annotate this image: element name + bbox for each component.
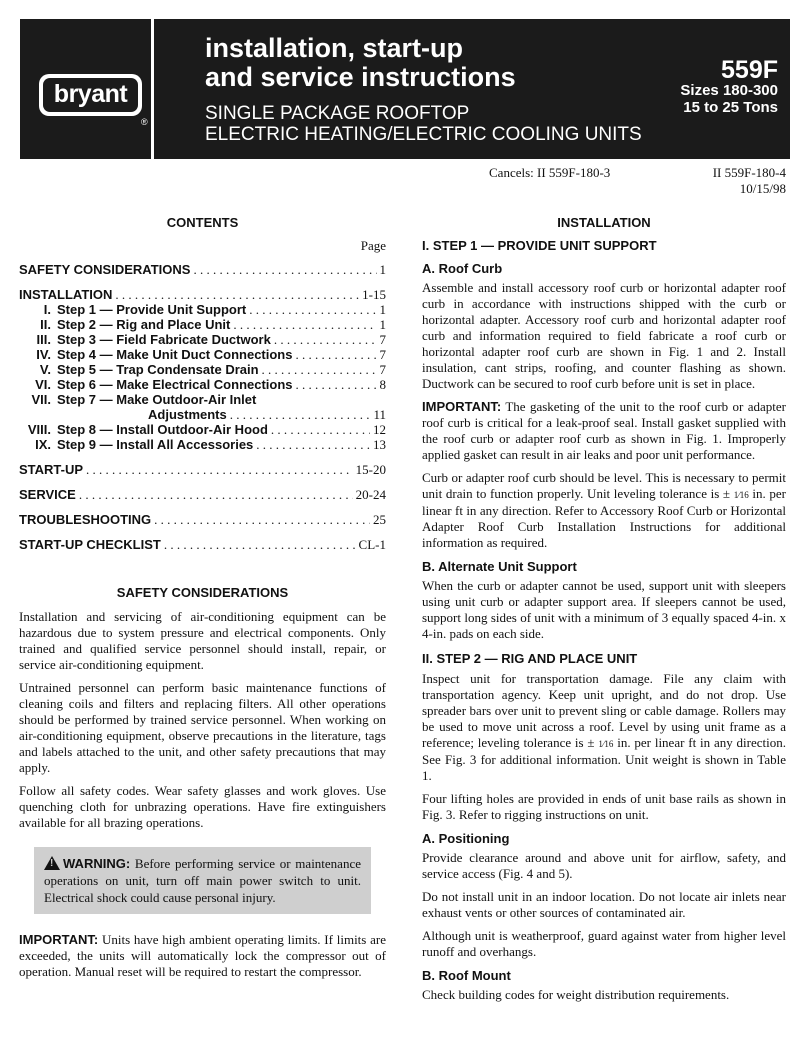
- bryant-logo: [39, 74, 142, 116]
- toc-item-installation[interactable]: INSTALLATION . . . 1-15: [19, 287, 386, 302]
- toc-subitem-step5[interactable]: V. Step 5 — Trap Condensate Drain . . . 7: [19, 362, 386, 377]
- positioning-paragraph-1: Provide clearance around and above unit for airflow, safety, and service access (Fig. 4 and 5).: [422, 850, 786, 881]
- contents-heading: CONTENTS: [166, 215, 239, 230]
- roof-curb-paragraph: Assemble and install accessory roof curb or horizontal adapter roof curb in accordance with instructions shipped with the curb or horizontal adapter. Accessory roof curb and horizontal adapter roof curb and information required to field fabricate a roof curb or horizontal adapter roof curb are shown in Fig. 1 and 2. Install insulation, cant strips, roofing, and counter flashing as shown. Ductwork can be secured to roof curb before unit is set in place.: [422, 280, 786, 391]
- warning-triangle-icon: [44, 856, 60, 870]
- registered-mark: ®: [141, 117, 148, 127]
- toc-item-startup[interactable]: START-UP . . . 15-20: [19, 462, 386, 477]
- toc-subitem-step6[interactable]: VI. Step 6 — Make Electrical Connections . . . 8: [19, 377, 386, 392]
- toc-item-troubleshooting[interactable]: TROUBLESHOOTING . . . 25: [19, 512, 386, 527]
- page-column-label: Page: [360, 238, 386, 253]
- right-column: [422, 215, 786, 1010]
- gasket-important-note: IMPORTANT: The gasketing of the unit to the roof curb or adapter roof curb is critical for a leak-proof seal. Install gasket supplied with the roof curb or adapter roof curb as shown in Fig. 1. Improperly applied gasket can result in air leaks and poor unit performance.: [422, 399, 786, 462]
- roof-mount-paragraph: Check building codes for weight distribution requirements.: [422, 987, 730, 1002]
- alternate-support-paragraph: When the curb or adapter cannot be used, support unit with sleepers using unit curb or adapter support area. If sleepers cannot be used, support long sides of unit with a minimum of 3 equally spaced 4-in. x 4-in. pads on each side.: [422, 578, 786, 641]
- safety-paragraph-2: Untrained personnel can perform basic maintenance functions of cleaning coils and filters and replacing filters. All other operations should be performed by trained service personnel. When working on air-conditioning equipment, observe precautions in the literature, tags and labels attached to the unit, and other safety precautions that may apply.: [19, 680, 386, 775]
- step1-heading: I. STEP 1 — PROVIDE UNIT SUPPORT: [422, 238, 657, 253]
- installation-heading: INSTALLATION: [557, 215, 651, 230]
- safety-paragraph-3: Follow all safety codes. Wear safety glasses and work gloves. Use quenching cloth for unbrazing operations. Have fire extinguishers available for all brazing operations.: [19, 783, 386, 830]
- roof-curb-heading: A. Roof Curb: [422, 261, 503, 276]
- positioning-paragraph-3: Although unit is weatherproof, guard against water from higher level runoff and overhangs.: [422, 928, 786, 959]
- cancels-note: Cancels: II 559F-180-3: [489, 165, 611, 180]
- step2-paragraph-1: Inspect unit for transportation damage. File any claim with transportation agency. Keep unit upright, and do not drop. Use spreader bars over unit to prevent sling or cable damage. Rollers may be used to move unit across a roof. Level by using unit frame as a reference; leveling tolerance is ± 1⁄16 in. per linear ft in any direction. See Fig. 3 for additional information. Unit weight is shown in Table 1.: [422, 671, 786, 783]
- toc-subitem-step9[interactable]: IX. Step 9 — Install All Accessories . . . 13: [19, 437, 386, 452]
- document-title: installation, start-up and service instructions: [205, 33, 516, 92]
- toc-subitem-step1[interactable]: I. Step 1 — Provide Unit Support . . . 1: [19, 302, 386, 317]
- toc-item-service[interactable]: SERVICE . . . 20-24: [19, 487, 386, 502]
- size-range: Sizes 180-300 15 to 25 Tons: [680, 82, 778, 116]
- important-note: IMPORTANT: Units have high ambient operating limits. If limits are exceeded, the units will automatically lock the compressor out of operation. Manual reset will be required to restart the compressor.: [19, 932, 386, 979]
- roof-mount-heading: B. Roof Mount: [422, 968, 511, 983]
- level-paragraph: Curb or adapter roof curb should be level. This is necessary to permit unit drain to function properly. Unit leveling tolerance is ± 1⁄16 in. per linear ft in any direction. Refer to Accessory Roof Curb or Horizontal Adapter Roof Curb Installation Instructions for additional information as required.: [422, 470, 786, 550]
- positioning-heading: A. Positioning: [422, 831, 510, 846]
- toc-subitem-step8[interactable]: VIII. Step 8 — Install Outdoor-Air Hood . . . 12: [19, 422, 386, 437]
- document-subtitle: SINGLE PACKAGE ROOFTOP ELECTRIC HEATING/ELECTRIC COOLING UNITS: [205, 103, 642, 145]
- warning-text: Before performing service or maintenance operations on unit, turn off main power switch to unit. Electrical shock could cause personal injury.: [44, 856, 361, 905]
- toc-item-safety[interactable]: SAFETY CONSIDERATIONS . . . 1: [19, 262, 386, 277]
- model-number: 559F: [721, 56, 778, 84]
- logo-panel: [20, 19, 154, 159]
- positioning-paragraph-2: Do not install unit in an indoor location. Do not locate air inlets near exhaust vents or other sources of contaminated air.: [422, 889, 786, 920]
- step2-heading: II. STEP 2 — RIG AND PLACE UNIT: [422, 651, 638, 666]
- logo-text: bryant: [43, 78, 138, 112]
- left-column: [19, 215, 386, 987]
- important-label: IMPORTANT:: [19, 932, 99, 947]
- safety-heading: SAFETY CONSIDERATIONS: [116, 585, 289, 600]
- toc-subitem-step4[interactable]: IV. Step 4 — Make Unit Duct Connections . . . 7: [19, 347, 386, 362]
- toc-item-checklist[interactable]: START-UP CHECKLIST . . . CL-1: [19, 537, 386, 552]
- toc-subitem-step3[interactable]: III. Step 3 — Field Fabricate Ductwork . . . 7: [19, 332, 386, 347]
- document-id: II 559F-180-4 10/15/98: [712, 165, 786, 196]
- document-header: [20, 19, 790, 159]
- toc-subitem-step7-continued[interactable]: Adjustments . . . 11: [19, 407, 386, 422]
- toc-subitem-step7[interactable]: VII. Step 7 — Make Outdoor-Air Inlet: [31, 392, 257, 407]
- warning-box: [34, 847, 371, 914]
- alternate-support-heading: B. Alternate Unit Support: [422, 559, 577, 574]
- step2-paragraph-2: Four lifting holes are provided in ends of unit base rails as shown in Fig. 3. Refer to rigging instructions on unit.: [422, 791, 786, 822]
- warning-label: WARNING:: [63, 856, 131, 871]
- safety-paragraph-1: Installation and servicing of air-conditioning equipment can be hazardous due to system pressure and electrical components. Only trained and qualified service personnel should install, repair, or service air-conditioning equipment.: [19, 609, 386, 672]
- toc-subitem-step2[interactable]: II. Step 2 — Rig and Place Unit . . . 1: [19, 317, 386, 332]
